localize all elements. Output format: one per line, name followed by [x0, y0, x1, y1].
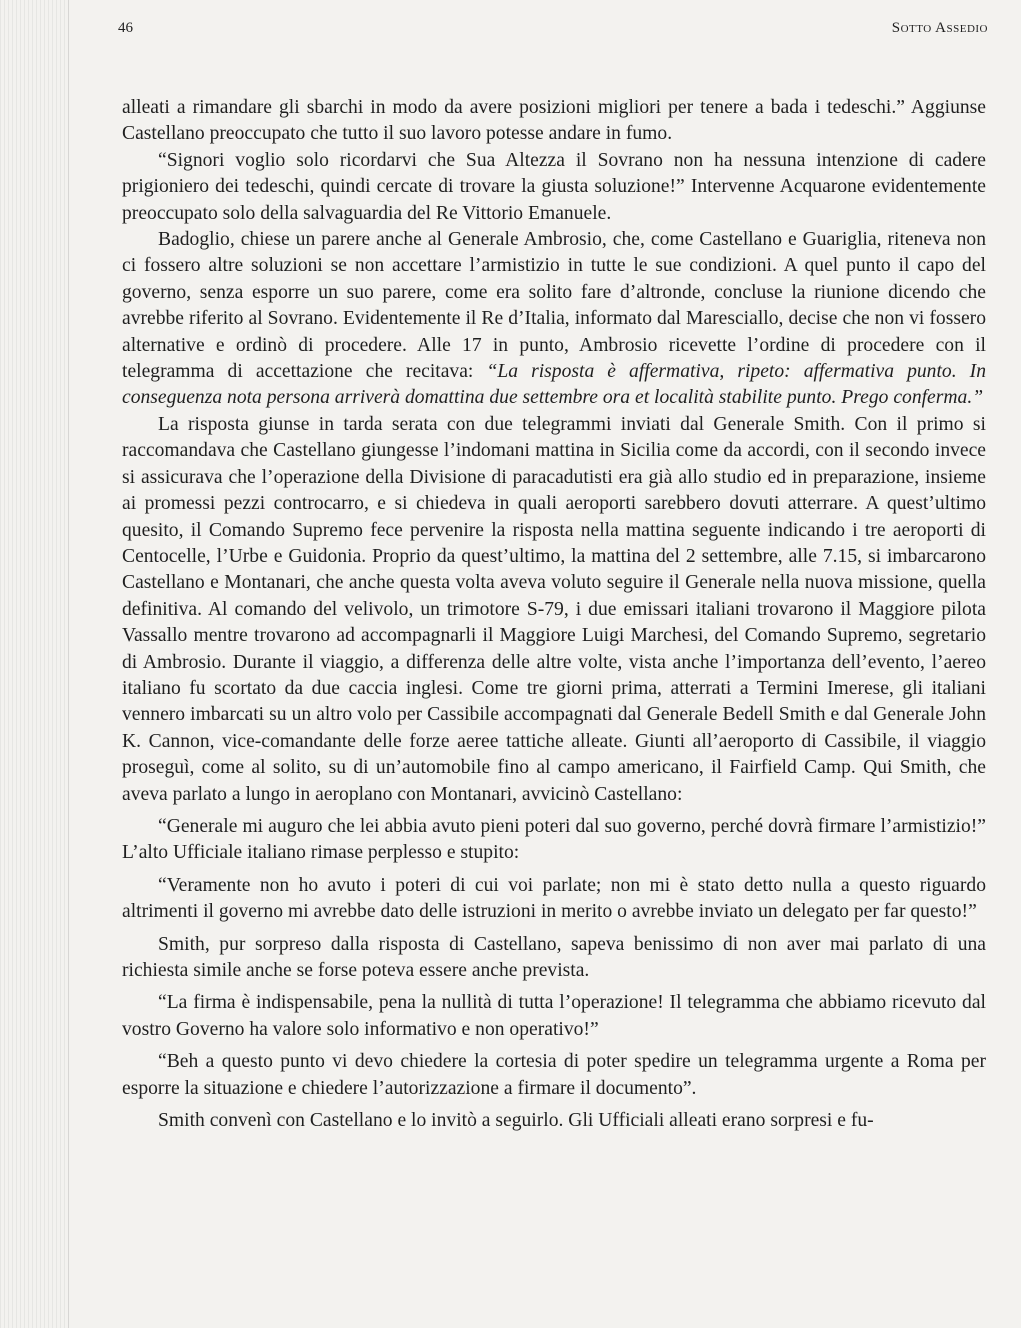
telegram-quote: “La risposta è affermativa, ripeto: affermativa punto. In conseguenza nota persona arriverà domattina due settembre ora et località stabilite punto. Prego conferma.”: [122, 361, 986, 409]
paragraph: Smith, pur sorpreso dalla risposta di Castellano, sapeva benissimo di non aver mai parlato di una richiesta simile anche se forse poteva essere anche prevista.: [122, 933, 986, 981]
gutter-edge: [68, 0, 69, 1328]
paragraph: “Beh a questo punto vi devo chiedere la cortesia di poter spedire un telegramma urgente a Roma per esporre la situazione e chiedere l’autorizzazione a firmare il documento”.: [122, 1051, 986, 1099]
page-header: [118, 20, 988, 46]
paragraph: “Signori voglio solo ricordarvi che Sua Altezza il Sovrano non ha nessuna intenzione di cadere prigioniero dei tedeschi, quindi cercate di trovare la giusta soluzione!” Intervenne Acquarone evidentemente preoccupato solo della salvaguardia del Re Vittorio Emanuele.: [122, 149, 986, 224]
running-title: Sotto Assedio: [891, 20, 988, 36]
paragraph: “Veramente non ho avuto i poteri di cui voi parlate; non mi è stato detto nulla a questo riguardo altrimenti il governo mi avrebbe dato delle istruzioni in merito o avrebbe inviato un delegato per far questo!”: [122, 874, 986, 923]
page-number: 46: [118, 20, 133, 36]
paragraph: Smith convenì con Castellano e lo invitò a seguirlo. Gli Ufficiali alleati erano sorpresi e fu-: [158, 1110, 874, 1132]
paragraph: alleati a rimandare gli sbarchi in modo da avere posizioni migliori per tenere a bada i tedeschi.” Aggiunse Castellano preoccupato che tutto il suo lavoro potesse andare in fumo.: [122, 97, 986, 145]
paragraph: “Generale mi auguro che lei abbia avuto pieni poteri dal suo governo, perché dovrà firmare l’armistizio!” L’alto Ufficiale italiano rimase perplesso e stupito:: [122, 815, 986, 864]
binding-gutter: [0, 0, 68, 1328]
paragraph: “La firma è indispensabile, pena la nullità di tutta l’operazione! Il telegramma che abbiamo ricevuto dal vostro Governo ha valore solo informativo e non operativo!”: [122, 992, 986, 1040]
paragraph-text: Badoglio, chiese un parere anche al Generale Ambrosio, che, come Castellano e Guariglia, riteneva non ci fossero altre soluzioni se non accettare l’armistizio in tutte le sue condizioni. A quel punto il capo del governo, senza esporre un suo parere, come era solito fare d’altronde, concluse la riunione dicendo che avrebbe riferito al Sovrano. Evidentemente il Re d’Italia, informato dal Maresciallo, decise che non vi fossero alternative e ordinò di procedere. Alle 17 in punto, Ambrosio ricevette l’ordine di procedere con il telegramma di accettazione che recitava:: [122, 229, 986, 383]
paragraph: La risposta giunse in tarda serata con due telegrammi inviati dal Generale Smith. Con il primo si raccomandava che Castellano giungesse l’indomani mattina in Sicilia come da accordi, con il secondo invece si assicurava che l’operazione della Divisione di paracadutisti era già allo studio ed in preparazione, insieme ai promessi pezzi controcarro, e si chiedeva in quali aeroporti sarebbero dovuti atterrare. A quest’ultimo quesito, il Comando Supremo fece pervenire la risposta nella mattina seguente indicando i tre aeroporti di Centocelle, l’Urbe e Guidonia. Proprio da quest’ultimo, la mattina del 2 settembre, alle 7.15, si imbarcarono Castellano e Montanari, che anche questa volta aveva voluto seguire il Generale nella nuova missione, quella definitiva. Al comando del velivolo, un trimotore S-79, i due emissari italiani trovarono il Maggiore pilota Vassallo mentre trovarono ad accompagnarli il Maggiore Luigi Marchesi, del Comando Supremo, segretario di Ambrosio. Durante il viaggio, a differenza delle altre volte, vista anche l’importanza dell’evento, l’aereo italiano fu scortato da due caccia inglesi. Come tre giorni prima, atterrati a Termini Imerese, gli italiani vennero imbarcati su un altro volo per Cassibile accompagnati dal Generale Bedell Smith e dal Generale John K. Cannon, vice-comandante delle forze aeree tattiche alleate. Giunti all’aeroporto di Cassibile, il viaggio proseguì, come al solito, su di un’automobile fino al campo americano, il Fairfield Camp. Qui Smith, che aveva parlato a lungo in aeroplano con Montanari, avvicinò Castellano:: [122, 413, 986, 805]
paragraph: [122, 227, 986, 412]
body-text: [122, 95, 986, 1134]
